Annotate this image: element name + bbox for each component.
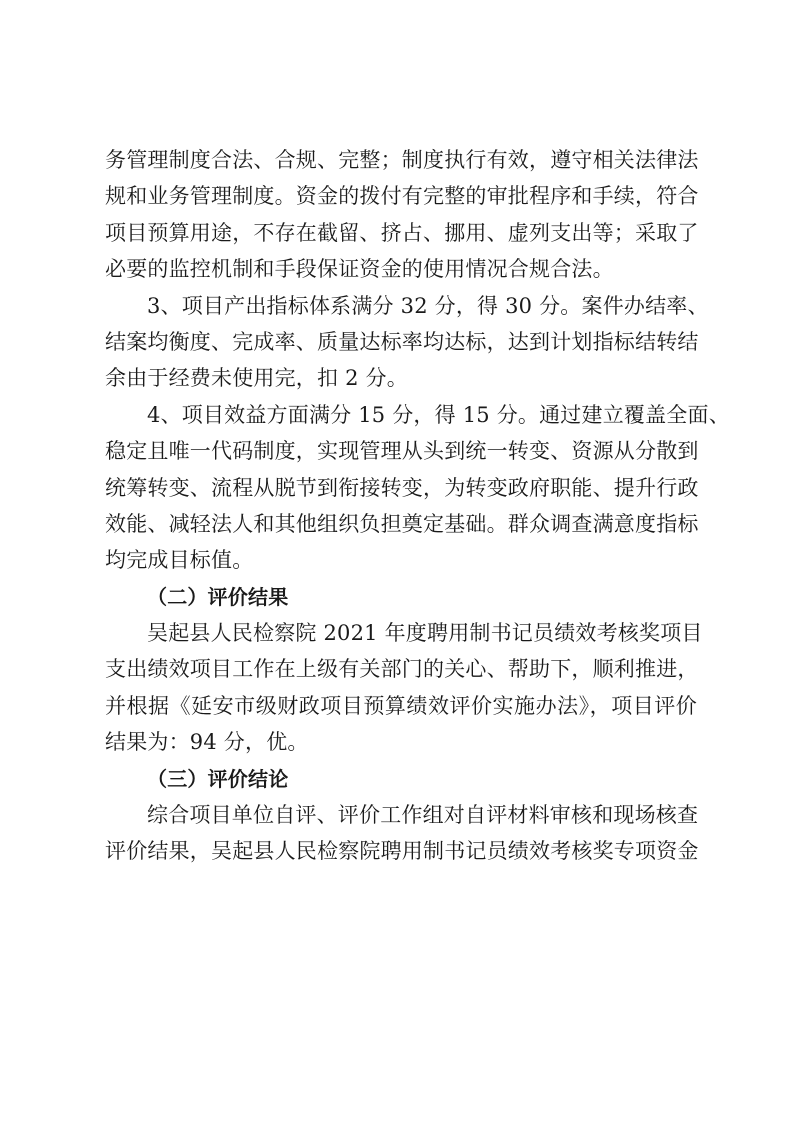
text-line: 结案均衡度、完成率、质量达标率均达标，达到计划指标结转结 bbox=[105, 329, 699, 354]
text-line: 项目预算用途，不存在截留、挤占、挪用、虚列支出等；采取了 bbox=[105, 220, 699, 245]
text-line: 结果为：94 分，优。 bbox=[105, 730, 309, 755]
text-line: 余由于经费未使用完，扣 2 分。 bbox=[105, 366, 408, 391]
paragraph-evaluation-conclusion bbox=[105, 797, 697, 870]
section-heading-evaluation-result: （二）评价结果 bbox=[147, 584, 289, 609]
text-line: 统筹转变、流程从脱节到衔接转变，为转变政府职能、提升行政 bbox=[105, 475, 699, 500]
text-line: 务管理制度合法、合规、完整；制度执行有效，遵守相关法律法 bbox=[105, 148, 699, 172]
paragraph-compliance bbox=[105, 142, 697, 288]
text-line: 3、项目产出指标体系满分 32 分，得 30 分。案件办结率、 bbox=[147, 293, 709, 318]
section-heading-evaluation-conclusion: （三）评价结论 bbox=[147, 766, 289, 791]
text-line: 评价结果，吴起县人民检察院聘用制书记员绩效考核奖专项资金 bbox=[105, 839, 699, 864]
text-line: 支出绩效项目工作在上级有关部门的关心、帮助下，顺利推进， bbox=[105, 657, 699, 682]
text-line: 均完成目标值。 bbox=[105, 548, 254, 573]
text-line: 效能、减轻法人和其他组织负担奠定基础。群众调查满意度指标 bbox=[105, 511, 699, 536]
text-line: 吴起县人民检察院 2021 年度聘用制书记员绩效考核奖项目 bbox=[147, 621, 703, 646]
text-line: 稳定且唯一代码制度，实现管理从头到统一转变、资源从分散到 bbox=[105, 439, 699, 464]
document-body bbox=[105, 142, 730, 870]
text-line: 综合项目单位自评、评价工作组对自评材料审核和现场核查 bbox=[147, 803, 699, 828]
text-line: 并根据《延安市级财政项目预算绩效评价实施办法》，项目评价 bbox=[105, 693, 697, 718]
paragraph-benefit-indicators bbox=[105, 397, 730, 579]
text-line: 规和业务管理制度。资金的拨付有完整的审批程序和手续，符合 bbox=[105, 184, 699, 209]
paragraph-evaluation-result bbox=[105, 615, 703, 761]
text-line: 4、项目效益方面满分 15 分，得 15 分。通过建立覆盖全面、 bbox=[147, 402, 730, 427]
text-line: 必要的监控机制和手段保证资金的使用情况合规合法。 bbox=[105, 257, 614, 282]
paragraph-output-indicators bbox=[105, 288, 709, 397]
